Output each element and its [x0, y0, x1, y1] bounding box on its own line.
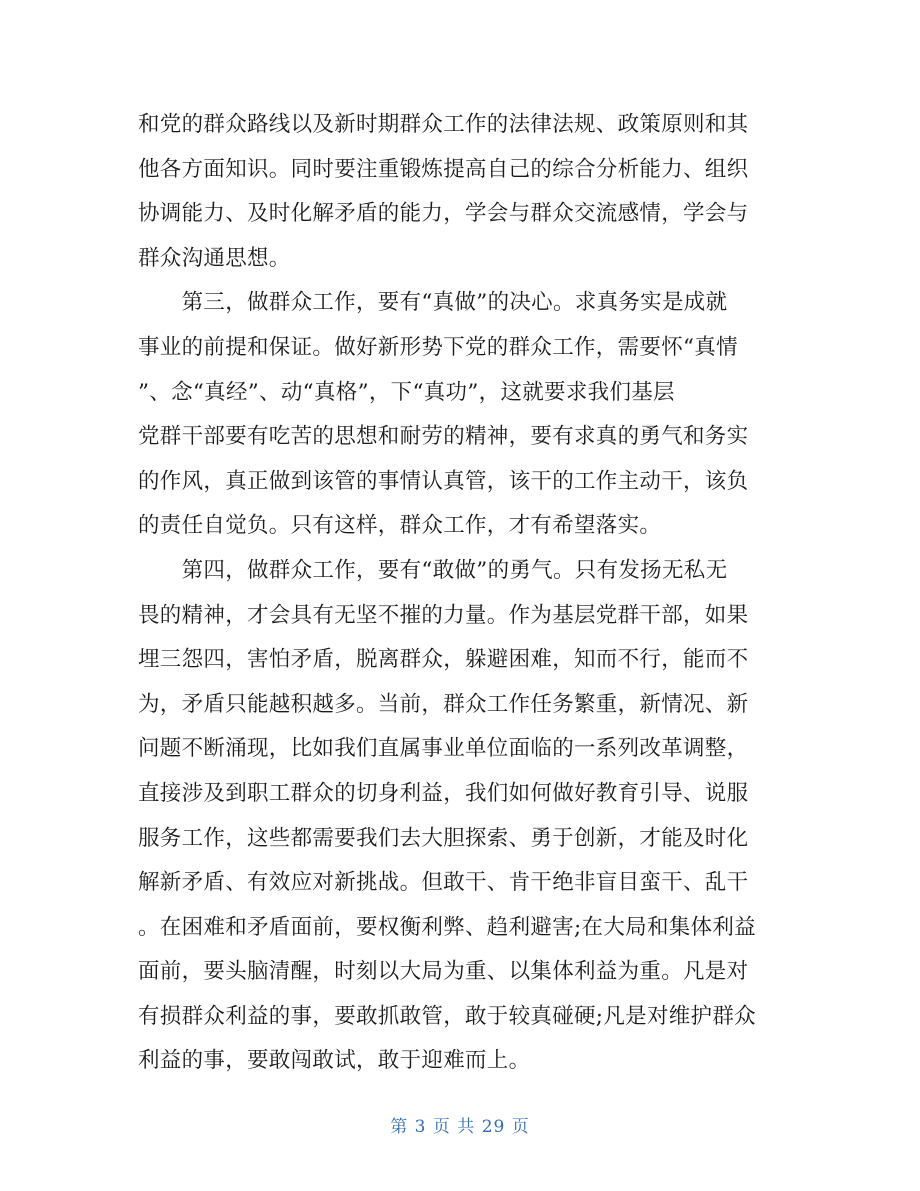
text-line-21: 有损群众利益的事，要敢抓敢管，敢于较真碰硬;凡是对维护群众 — [138, 1003, 756, 1029]
text-line-4: 群众沟通思想。 — [138, 245, 291, 271]
text-line-17: 服务工作，这些都需要我们去大胆探索、勇于创新，才能及时化 — [138, 825, 749, 851]
text-line-2: 他各方面知识。同时要注重锻炼提高自己的综合分析能力、组织 — [138, 156, 749, 182]
text-line-5: 第三，做群众工作，要有“真做”的决心。求真务实是成就 — [138, 290, 728, 316]
text-line-3: 协调能力、及时化解矛盾的能力，学会与群众交流感情，学会与 — [138, 201, 749, 227]
page-number-footer: 第 3 页 共 29 页 — [390, 1117, 530, 1137]
text-line-22: 利益的事，要敢闯敢试，敢于迎难而上。 — [138, 1048, 531, 1074]
document-body — [138, 103, 780, 1084]
text-line-16: 直接涉及到职工群众的切身利益，我们如何做好教育引导、说服 — [138, 780, 749, 806]
text-line-9: 的作风，真正做到该管的事情认真管，该干的工作主动干，该负 — [138, 468, 749, 494]
text-line-8: 党群干部要有吃苦的思想和耐劳的精神，要有求真的勇气和务实 — [138, 424, 749, 450]
text-line-10: 的责任自觉负。只有这样，群众工作，才有希望落实。 — [138, 513, 662, 539]
text-line-1: 和党的群众路线以及新时期群众工作的法律法规、政策原则和其 — [138, 112, 749, 137]
text-line-20: 面前，要头脑清醒，时刻以大局为重、以集体利益为重。凡是对 — [138, 959, 749, 985]
text-line-13: 埋三怨四，害怕矛盾，脱离群众，躲避困难，知而不行，能而不 — [138, 647, 749, 673]
text-line-12: 畏的精神，才会具有无坚不摧的力量。作为基层党群干部，如果 — [138, 602, 749, 628]
text-line-14: 为，矛盾只能越积越多。当前，群众工作任务繁重，新情况、新 — [138, 691, 749, 717]
text-line-6: 事业的前提和保证。做好新形势下党的群众工作，需要怀“真情 — [138, 334, 738, 360]
text-line-11: 第四，做群众工作，要有“敢做”的勇气。只有发扬无私无 — [138, 557, 728, 583]
text-line-7: ”、念“真经”、动“真格”，下“真功”，这就要求我们基层 — [138, 379, 675, 405]
text-line-19: 。在困难和矛盾面前，要权衡利弊、趋利避害;在大局和集体利益 — [138, 914, 756, 940]
text-line-18: 解新矛盾、有效应对新挑战。但敢干、肯干绝非盲目蛮干、乱干 — [138, 870, 749, 896]
text-line-15: 问题不断涌现，比如我们直属事业单位面临的一系列改革调整， — [138, 736, 749, 762]
